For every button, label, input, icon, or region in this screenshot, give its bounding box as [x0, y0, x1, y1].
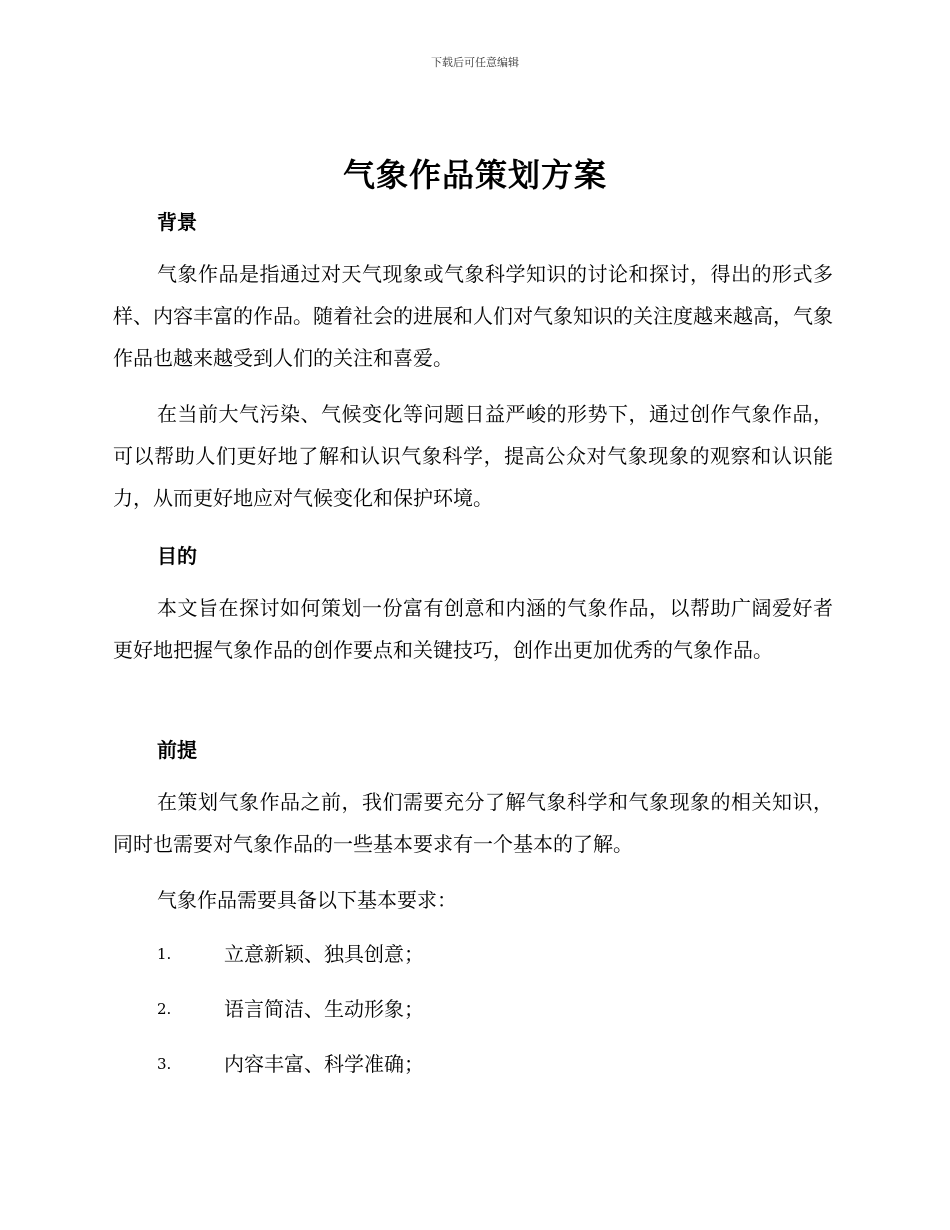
section-heading-purpose: 目的 — [157, 544, 197, 568]
paragraph-purpose-1: 本文旨在探讨如何策划一份富有创意和内涵的气象作品，以帮助广阔爱好者更好地把握气象作品的创作要点和关键技巧，创作出更加优秀的气象作品。 — [113, 596, 833, 662]
paragraph-premise-1: 在策划气象作品之前，我们需要充分了解气象科学和气象现象的相关知识，同时也需要对气象作品的一些基本要求有一个基本的了解。 — [113, 790, 833, 856]
paragraph-background-2: 在当前大气污染、气候变化等问题日益严峻的形势下，通过创作气象作品，可以帮助人们更好地了解和认识气象科学，提高公众对气象现象的观察和认识能力，从而更好地应对气候变化和保护环境。 — [113, 402, 833, 510]
page-header-note: 下载后可任意编辑 — [431, 56, 519, 69]
paragraph-background-1: 气象作品是指通过对天气现象或气象科学知识的讨论和探讨，得出的形式多样、内容丰富的作品。随着社会的进展和人们对气象知识的关注度越来越高，气象作品也越来越受到人们的关注和喜爱。 — [113, 262, 833, 370]
list-item-number: 2. — [157, 1000, 172, 1018]
section-heading-background: 背景 — [157, 210, 197, 234]
document-title: 气象作品策划方案 — [342, 156, 607, 194]
list-item-number: 3. — [157, 1055, 172, 1073]
section-heading-premise: 前提 — [157, 738, 197, 762]
list-item-number: 1. — [157, 945, 172, 963]
list-item-text: 语言简洁、生动形象； — [224, 997, 424, 1021]
list-item-text: 内容丰富、科学准确； — [224, 1052, 424, 1076]
list-item-text: 立意新颖、独具创意； — [224, 942, 424, 966]
paragraph-premise-2: 气象作品需要具备以下基本要求： — [157, 888, 457, 912]
